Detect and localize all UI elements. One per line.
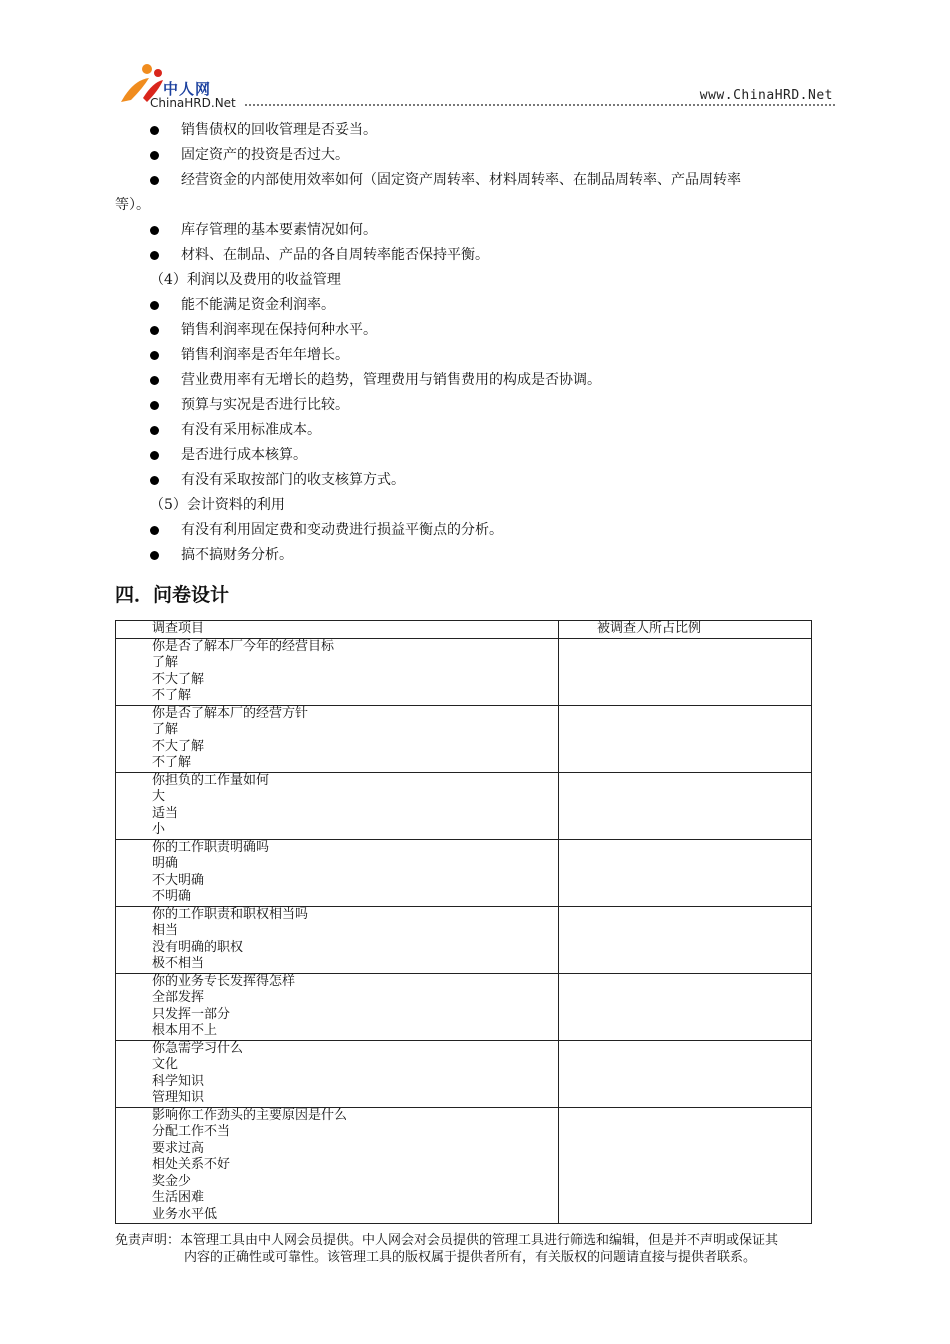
- option-text: 全部发挥: [152, 990, 205, 1005]
- question-text: 你是否了解本厂今年的经营目标: [152, 638, 335, 654]
- question-cell: [116, 906, 559, 973]
- option-text: 不大了解: [152, 671, 205, 687]
- header-survey-item: 调查项目: [116, 621, 559, 639]
- question-cell: [116, 839, 559, 906]
- question-cell: [116, 1040, 559, 1107]
- bullet-icon: [150, 251, 159, 260]
- question-cell: [116, 1107, 559, 1224]
- logo-english-text: ChinaHRD.Net: [150, 96, 236, 110]
- table-row: [116, 839, 812, 906]
- list-item: 有没有采取按部门的收支核算方式。: [115, 468, 840, 493]
- section-title: 四．问卷设计: [115, 584, 230, 606]
- option-text: 不大了解: [152, 738, 205, 754]
- bullet-icon: [150, 376, 159, 385]
- subheading-profit-management: （4）利润以及费用的收益管理: [150, 272, 341, 288]
- list-item: 预算与实况是否进行比较。: [115, 393, 840, 418]
- option-text: 奖金少: [152, 1173, 192, 1189]
- table-header-row: [116, 621, 812, 639]
- bullet-icon: [150, 151, 159, 160]
- bullet-icon: [150, 426, 159, 435]
- bullet-icon: [150, 351, 159, 360]
- question-text: 你急需学习什么: [152, 1040, 244, 1056]
- table-row: [116, 772, 812, 839]
- option-text: 明确: [152, 856, 179, 871]
- bullet-icon: [150, 526, 159, 535]
- option-text: 不大明确: [152, 872, 205, 888]
- header-dotted-rule: [245, 104, 835, 106]
- list-item: 有没有利用固定费和变动费进行损益平衡点的分析。: [115, 518, 840, 543]
- subheading-accounting-data: （5）会计资料的利用: [150, 497, 285, 513]
- question-text: 你的工作职责和职权相当吗: [152, 906, 309, 922]
- list-item: 库存管理的基本要素情况如何。: [115, 218, 840, 243]
- option-text: 文化: [152, 1057, 179, 1072]
- question-text: 你担负的工作量如何: [152, 772, 270, 788]
- ratio-cell[interactable]: [559, 705, 812, 772]
- option-text: 科学知识: [152, 1073, 205, 1089]
- bullet-icon: [150, 451, 159, 460]
- list-item: 能不能满足资金利润率。: [115, 293, 840, 318]
- option-text: 小: [152, 822, 166, 837]
- chinahrd-logo[interactable]: [117, 62, 247, 110]
- option-text: 相处关系不好: [152, 1157, 231, 1172]
- table-row: [116, 906, 812, 973]
- bullet-icon: [150, 301, 159, 310]
- option-text: 适当: [152, 805, 179, 821]
- list-item: 搞不搞财务分析。: [115, 543, 840, 568]
- list-item: 营业费用率有无增长的趋势，管理费用与销售费用的构成是否协调。: [115, 368, 840, 393]
- header-respondent-ratio: 被调查人所占比例: [559, 621, 812, 639]
- ratio-cell[interactable]: [559, 638, 812, 705]
- question-cell: [116, 772, 559, 839]
- option-text: 不了解: [152, 688, 192, 703]
- question-cell: [116, 973, 559, 1040]
- bullet-icon: [150, 401, 159, 410]
- option-text: 管理知识: [152, 1090, 205, 1105]
- option-text: 大: [152, 789, 166, 804]
- site-url[interactable]: www.ChinaHRD.Net: [699, 88, 833, 103]
- question-text: 你的业务专长发挥得怎样: [152, 973, 296, 989]
- ratio-cell[interactable]: [559, 973, 812, 1040]
- list-item: 固定资产的投资是否过大。: [115, 143, 840, 168]
- list-item: 销售利润率现在保持何种水平。: [115, 318, 840, 343]
- table-row: [116, 973, 812, 1040]
- bullet-icon: [150, 326, 159, 335]
- list-item: 销售债权的回收管理是否妥当。: [115, 118, 840, 143]
- option-text: 没有明确的职权: [152, 939, 244, 955]
- list-item: 有没有采用标准成本。: [115, 418, 840, 443]
- question-text: 你的工作职责明确吗: [152, 839, 270, 855]
- option-text: 根本用不上: [152, 1023, 218, 1038]
- disclaimer-line-2: 内容的正确性或可靠性。该管理工具的版权属于提供者所有，有关版权的问题请直接与提供者联系。: [184, 1250, 757, 1265]
- disclaimer-line-1: 免责声明：本管理工具由中人网会员提供。中人网会对会员提供的管理工具进行筛选和编辑，但是并不声明或保证其: [115, 1233, 779, 1248]
- page-header: [115, 62, 835, 112]
- option-text: 要求过高: [152, 1140, 205, 1156]
- option-text: 不明确: [152, 889, 192, 904]
- option-text: 极不相当: [152, 956, 205, 971]
- question-cell: [116, 705, 559, 772]
- bullet-icon: [150, 551, 159, 560]
- bullet-icon: [150, 126, 159, 135]
- option-text: 了解: [152, 655, 179, 670]
- question-text: 你是否了解本厂的经营方针: [152, 705, 309, 721]
- list-item: 经营资金的内部使用效率如何（固定资产周转率、材料周转率、在制品周转率、产品周转率 等）。: [115, 172, 741, 213]
- option-text: 相当: [152, 923, 179, 938]
- ratio-cell[interactable]: [559, 906, 812, 973]
- option-text: 只发挥一部分: [152, 1006, 231, 1022]
- ratio-cell[interactable]: [559, 772, 812, 839]
- ratio-cell[interactable]: [559, 1040, 812, 1107]
- question-text: 影响你工作劲头的主要原因是什么: [152, 1107, 348, 1123]
- table-row: [116, 705, 812, 772]
- survey-table: [115, 620, 812, 1224]
- option-text: 分配工作不当: [152, 1124, 231, 1139]
- table-row: [116, 638, 812, 705]
- option-text: 了解: [152, 722, 179, 737]
- ratio-cell[interactable]: [559, 1107, 812, 1224]
- list-item: 材料、在制品、产品的各自周转率能否保持平衡。: [115, 243, 840, 268]
- bullet-icon: [150, 176, 159, 185]
- list-item: 是否进行成本核算。: [115, 443, 840, 468]
- table-row: [116, 1107, 812, 1224]
- list-item: 销售利润率是否年年增长。: [115, 343, 840, 368]
- option-text: 生活困难: [152, 1190, 205, 1205]
- disclaimer: [115, 1232, 840, 1266]
- logo-chinese-text: 中人网: [163, 80, 212, 98]
- question-cell: [116, 638, 559, 705]
- body-content: [115, 118, 840, 613]
- ratio-cell[interactable]: [559, 839, 812, 906]
- bullet-icon: [150, 226, 159, 235]
- bullet-icon: [150, 476, 159, 485]
- option-text: 业务水平低: [152, 1206, 218, 1222]
- table-row: [116, 1040, 812, 1107]
- option-text: 不了解: [152, 755, 192, 770]
